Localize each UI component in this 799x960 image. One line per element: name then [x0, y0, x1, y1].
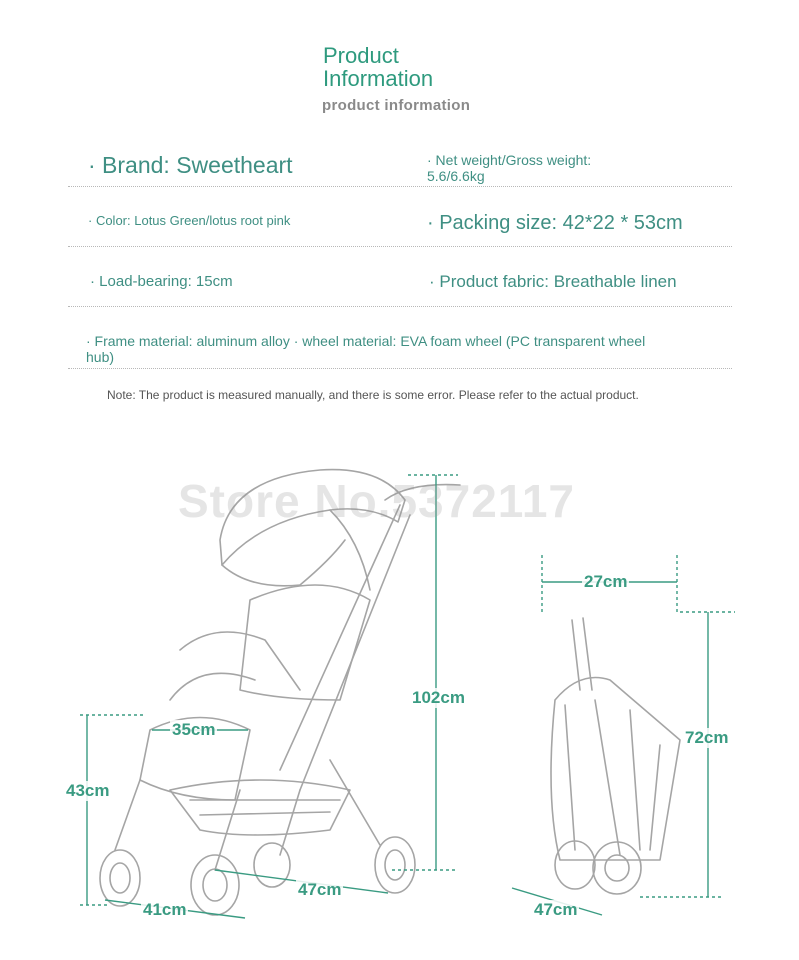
- page-subtitle: product information: [322, 97, 471, 114]
- spec-color: · Color: Lotus Green/lotus root pink: [88, 213, 291, 228]
- spec-frame-line-2: hub): [86, 349, 115, 365]
- spec-packing: · Packing size: 42*22 * 53cm: [427, 212, 683, 234]
- dimension-seat-width: 35cm: [172, 720, 216, 739]
- dimension-folded-depth: 47cm: [534, 900, 578, 919]
- spec-load: · Load-bearing: 15cm: [90, 273, 233, 290]
- dimension-width-front: 47cm: [298, 880, 342, 899]
- title-line-1: Product: [323, 43, 399, 68]
- spec-fabric: · Product fabric: Breathable linen: [429, 272, 677, 291]
- dimension-depth-left: 41cm: [143, 900, 187, 919]
- spec-brand: · Brand: Sweetheart: [88, 152, 293, 178]
- spec-weight-line-1: · Net weight/Gross weight:: [427, 152, 592, 168]
- disclaimer-note: Note: The product is measured manually, and there is some error. Please refer to the actual product.: [107, 388, 639, 402]
- dimension-height-total: 102cm: [412, 688, 465, 707]
- stroller-folded-sketch: [551, 618, 680, 894]
- spec-weight-line-2: 5.6/6.6kg: [427, 168, 485, 184]
- dimension-folded-height: 72cm: [685, 728, 729, 747]
- title-line-2: Information: [323, 66, 434, 91]
- stroller-open-sketch: [100, 470, 460, 915]
- dimension-folded-width: 27cm: [584, 572, 628, 591]
- spec-frame-line-1: · Frame material: aluminum alloy · wheel material: EVA foam wheel (PC transparent wheel: [86, 333, 646, 349]
- store-watermark: Store No.5372117: [178, 475, 576, 527]
- dimension-seat-height: 43cm: [66, 781, 110, 800]
- dimension-lines: [80, 475, 735, 918]
